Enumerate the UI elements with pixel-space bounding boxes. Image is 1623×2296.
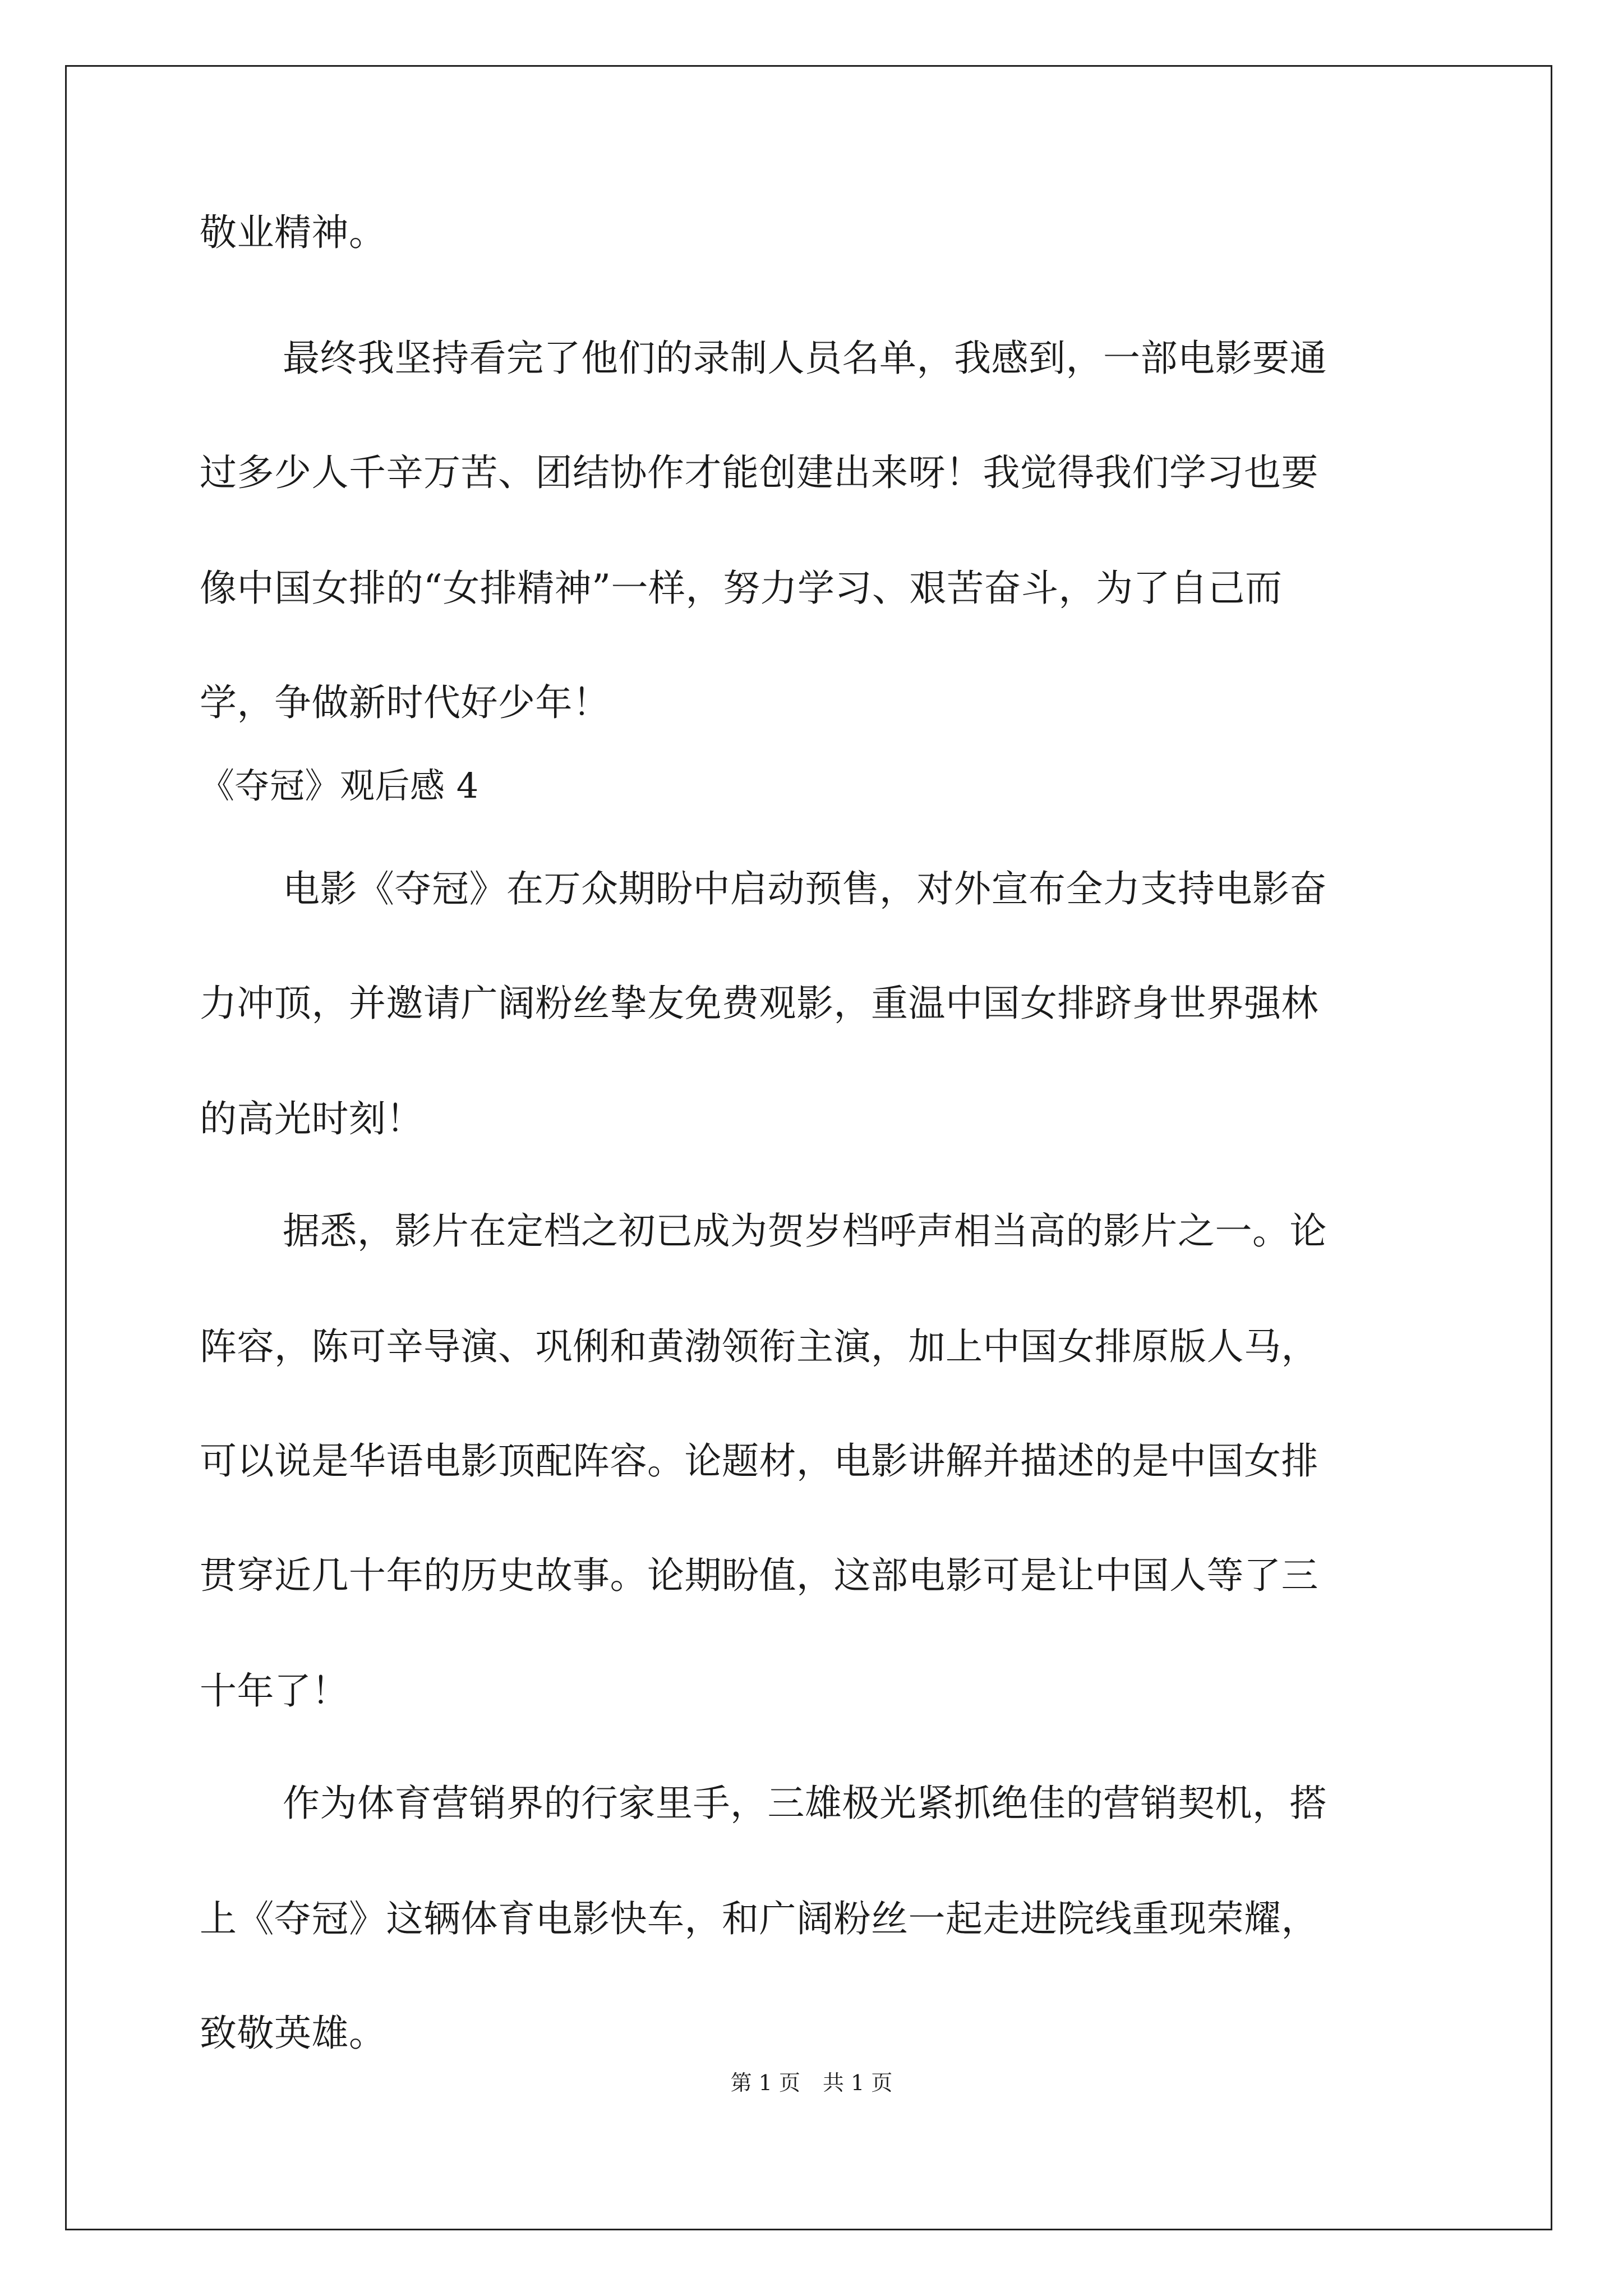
text-line: 敬业精神。: [200, 211, 386, 254]
paragraph-first-line: 据悉，影片在定档之初已成为贺岁档呼声相当高的影片之一。论: [283, 1209, 1327, 1253]
text-line: 可以说是华语电影顶配阵容。论题材，电影讲解并描述的是中国女排: [200, 1439, 1318, 1483]
text-line: 贯穿近几十年的历史故事。论期盼值，这部电影可是让中国人等了三: [200, 1554, 1318, 1597]
paragraph-first-line: 最终我坚持看完了他们的录制人员名单，我感到，一部电影要通: [283, 337, 1327, 380]
text-line: 十年了！: [200, 1669, 349, 1713]
page-footer: [0, 2069, 1623, 2097]
text-line: 阵容，陈可辛导演、巩俐和黄渤领衔主演，加上中国女排原版人马，: [200, 1325, 1318, 1368]
text-line: 的高光时刻！: [200, 1097, 423, 1140]
page-total: 共 1 页: [823, 2070, 893, 2095]
text-line: 像中国女排的“女排精神”一样，努力学习、艰苦奋斗，为了自己而: [200, 567, 1283, 610]
text-line: 力冲顶，并邀请广阔粉丝挚友免费观影，重温中国女排跻身世界强林: [200, 982, 1318, 1025]
section-heading: 《夺冠》观后感 4: [200, 765, 479, 806]
text-line: 过多少人千辛万苦、团结协作才能创建出来呀！我觉得我们学习也要: [200, 451, 1318, 494]
paragraph-first-line: 电影《夺冠》在万众期盼中启动预售，对外宣布全力支持电影奋: [283, 867, 1327, 910]
text-line: 致敬英雄。: [200, 2012, 386, 2055]
paragraph-first-line: 作为体育营销界的行家里手，三雄极光紧抓绝佳的营销契机，搭: [283, 1782, 1327, 1825]
page-number: 第 1 页: [730, 2070, 800, 2095]
text-line: 学，争做新时代好少年！: [200, 681, 610, 724]
text-line: 上《夺冠》这辆体育电影快车，和广阔粉丝一起走进院线重现荣耀，: [200, 1897, 1318, 1940]
